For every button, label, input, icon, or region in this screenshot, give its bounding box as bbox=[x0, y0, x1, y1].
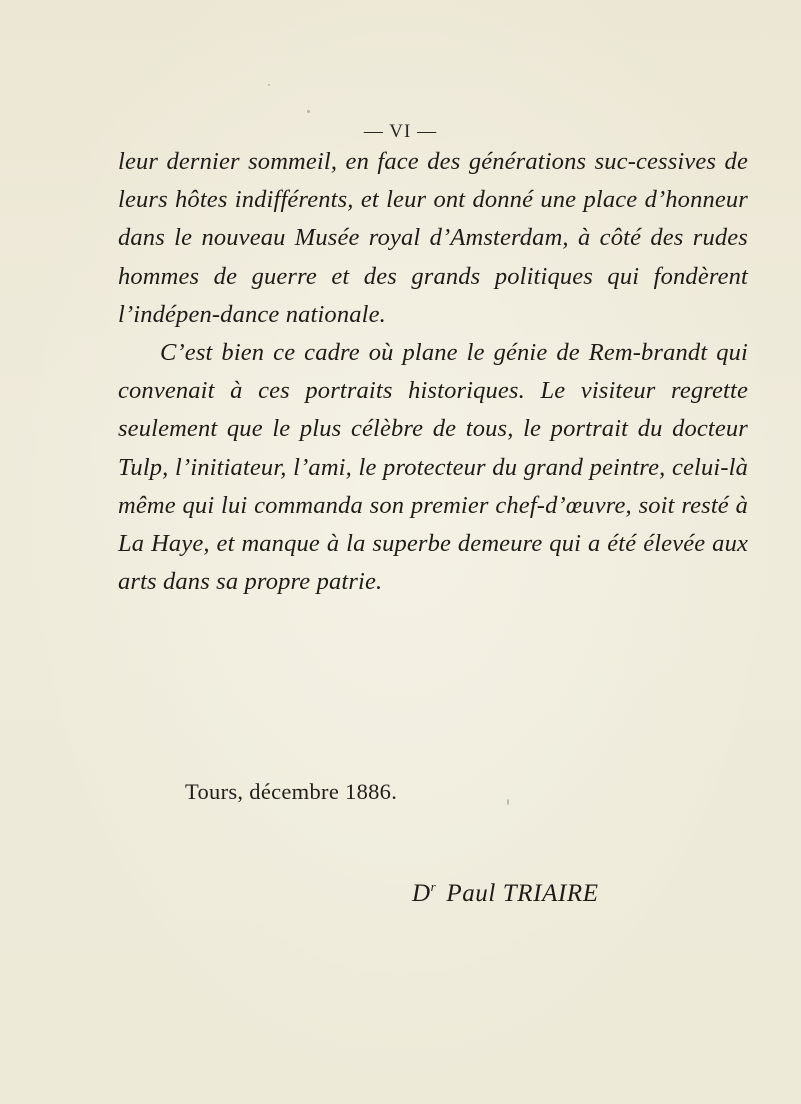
paragraph-2: C’est bien ce cadre où plane le génie de Rem-brandt qui convenait à ces portraits historiques. Le visiteur regrette seulement que le plus célèbre de tous, le portrait du docteur Tulp, l’initiateur, l’ami, le protecteur du grand peintre, celui-là même qui lui commanda son premier chef-d’œuvre, soit resté à La Haye, et manque à la superbe demeure qui a été élevée aux arts dans sa propre patrie. bbox=[118, 339, 748, 596]
body-text bbox=[118, 143, 748, 601]
paragraph-1: leur dernier sommeil, en face des générations suc-cessives de leurs hôtes indifférents, et leur ont donné une place d’honneur dans le nouveau Musée royal d’Amsterdam, à côté des rudes hommes de guerre et des grands politiques qui fondèrent l’indépen-dance nationale. bbox=[118, 148, 748, 328]
signature-title-superscript: r bbox=[430, 879, 437, 894]
signature-title: D bbox=[412, 880, 431, 907]
page-number: — VI — bbox=[363, 121, 438, 142]
signature-name: Paul TRIAIRE bbox=[446, 880, 599, 907]
place-and-date: Tours, décembre 1886. bbox=[185, 779, 398, 804]
paper-speck bbox=[307, 110, 310, 113]
paper-speck bbox=[507, 799, 509, 805]
author-signature bbox=[412, 879, 599, 908]
paper-speck bbox=[268, 84, 270, 86]
